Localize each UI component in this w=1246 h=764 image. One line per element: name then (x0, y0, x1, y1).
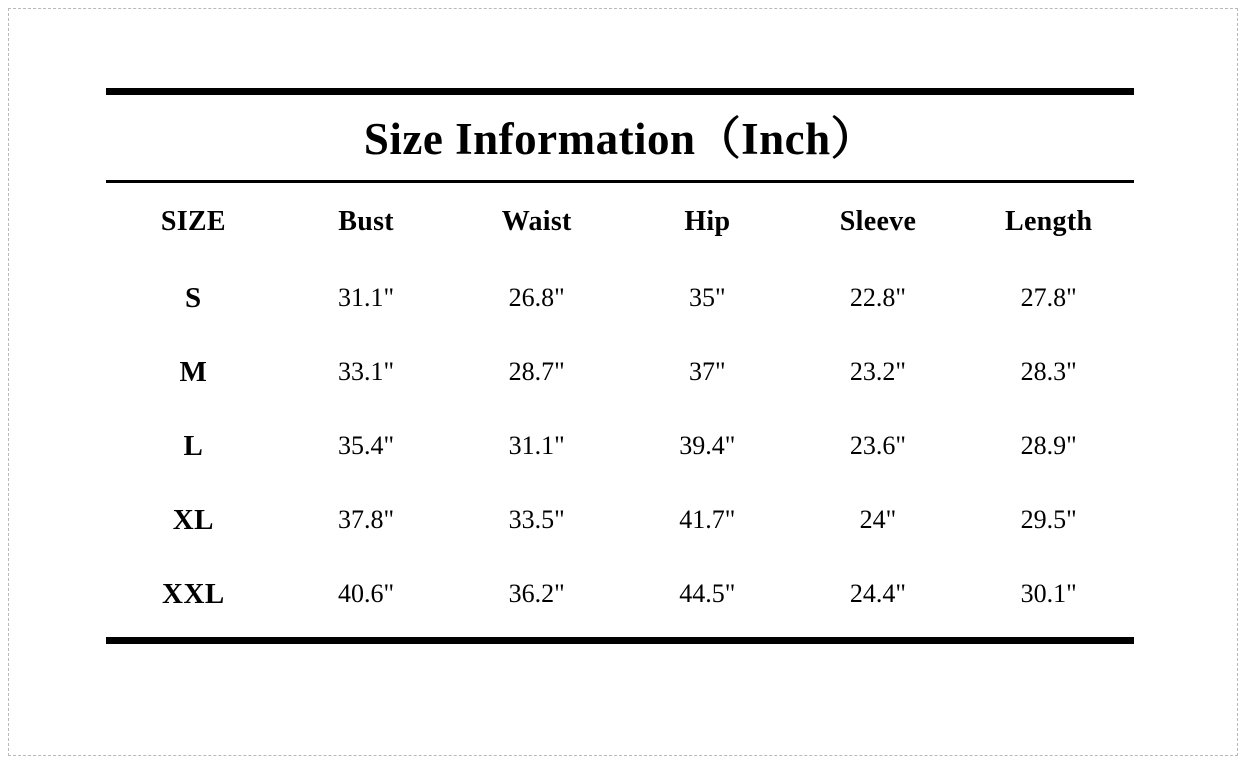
cell-hip: 35" (689, 283, 726, 313)
cell-length: 28.9" (1020, 431, 1077, 461)
cell-length: 27.8" (1020, 283, 1077, 313)
cell-sleeve: 24" (859, 505, 897, 535)
cell-waist: 36.2" (508, 579, 565, 609)
column-header-waist: Waist (501, 206, 572, 238)
cell-waist: 26.8" (508, 283, 565, 313)
cell-size: XXL (162, 577, 225, 610)
column-header-length: Length (1004, 206, 1093, 238)
cell-sleeve: 23.2" (849, 357, 907, 387)
page-title: Size Information（Inch） (363, 114, 877, 164)
table-body (106, 261, 1134, 631)
cell-hip: 41.7" (679, 505, 736, 535)
cell-sleeve: 23.6" (849, 431, 907, 461)
column-header-hip: Hip (684, 206, 731, 238)
cell-bust: 37.8" (338, 505, 395, 535)
table-row (106, 261, 1134, 335)
table-header-row (106, 183, 1134, 261)
bottom-rule (106, 637, 1134, 644)
table-row (106, 409, 1134, 483)
cell-sleeve: 24.4" (849, 579, 907, 609)
size-table (106, 183, 1134, 631)
cell-bust: 35.4" (338, 431, 395, 461)
size-chart (106, 88, 1134, 644)
cell-waist: 33.5" (508, 505, 565, 535)
column-header-bust: Bust (338, 206, 394, 238)
cell-bust: 40.6" (338, 579, 395, 609)
column-header-size: SIZE (160, 206, 226, 238)
column-header-sleeve: Sleeve (839, 206, 917, 238)
table-row (106, 483, 1134, 557)
cell-length: 28.3" (1020, 357, 1077, 387)
cell-size: XL (172, 503, 215, 536)
cell-size: M (179, 355, 208, 388)
cell-sleeve: 22.8" (849, 283, 907, 313)
cell-bust: 33.1" (338, 357, 395, 387)
table-row (106, 557, 1134, 631)
table-header (106, 183, 1134, 261)
cell-bust: 31.1" (338, 283, 395, 313)
cell-hip: 37" (689, 357, 726, 387)
cell-length: 30.1" (1020, 579, 1077, 609)
cell-waist: 28.7" (508, 357, 565, 387)
top-rule (106, 88, 1134, 95)
cell-waist: 31.1" (508, 431, 565, 461)
cell-hip: 44.5" (679, 579, 736, 609)
cell-hip: 39.4" (679, 431, 736, 461)
cell-length: 29.5" (1020, 505, 1077, 535)
table-row (106, 335, 1134, 409)
cell-size: S (185, 281, 202, 314)
cell-size: L (183, 429, 204, 462)
